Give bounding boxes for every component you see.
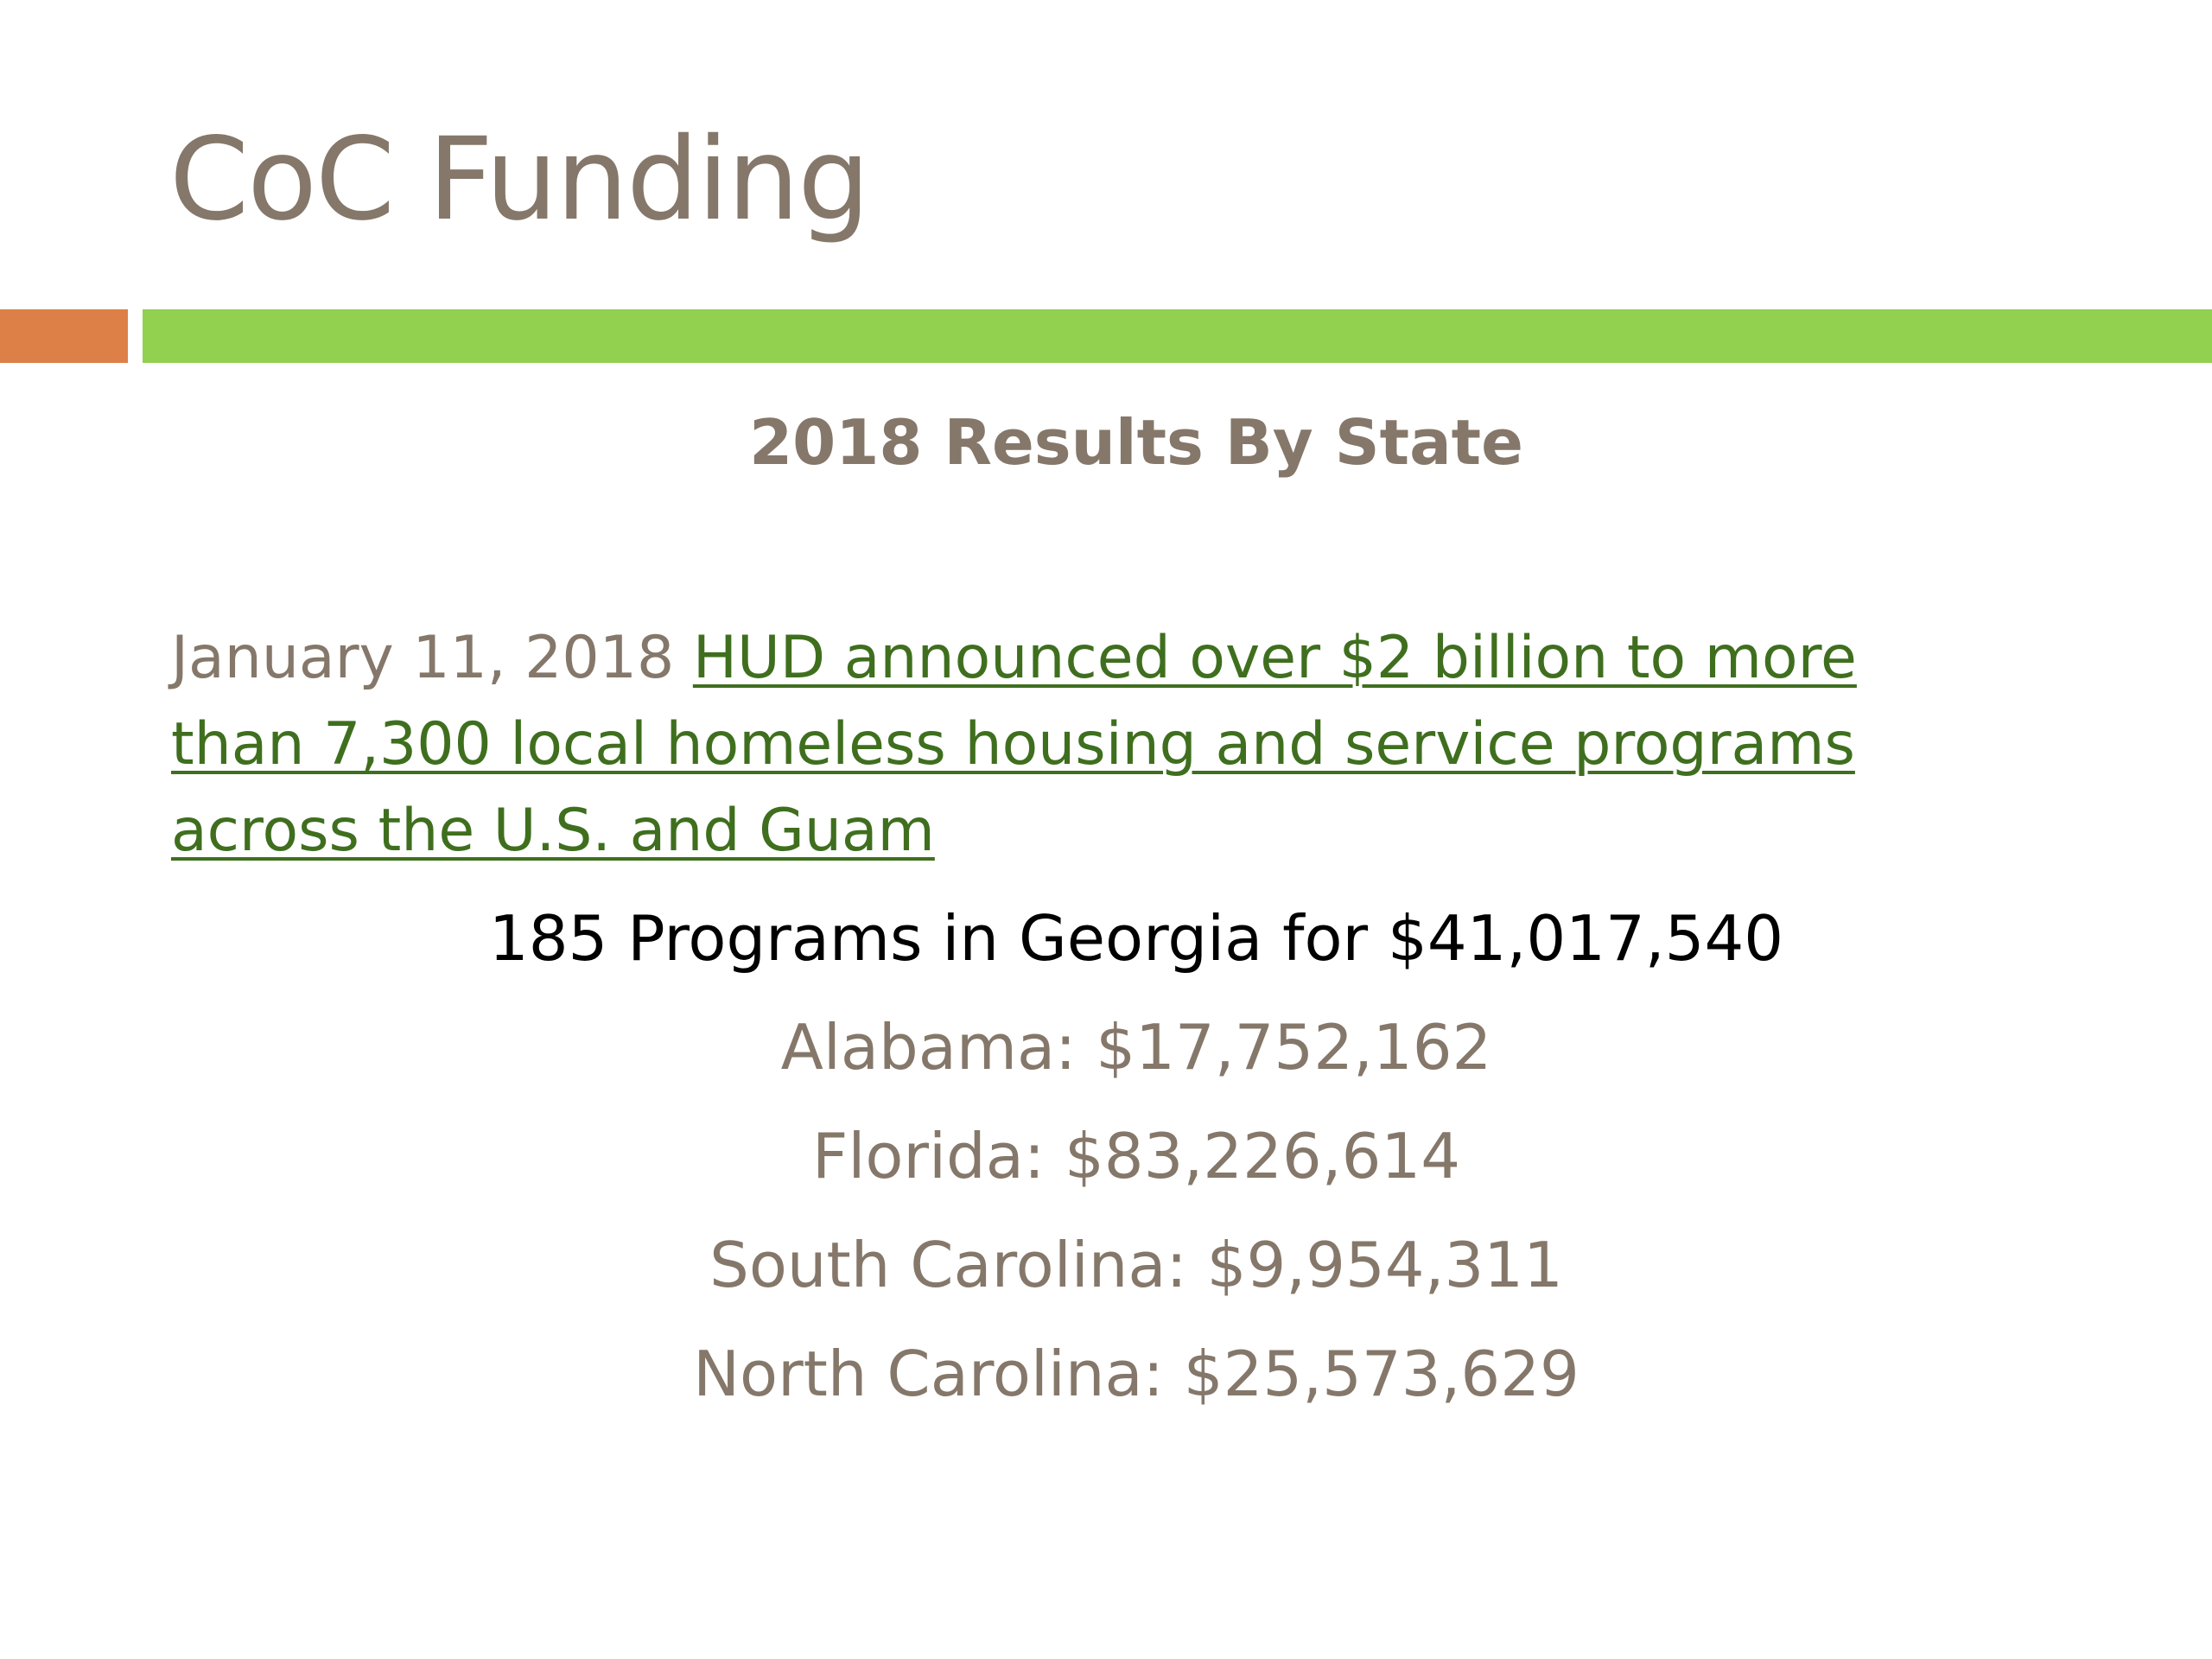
accent-bar-green	[143, 309, 2212, 363]
intro-paragraph	[171, 615, 2089, 874]
state-funding-south-carolina: South Carolina: $9,954,311	[709, 1229, 1563, 1301]
hud-announcement-link-part-2[interactable]: than 7,300 local homeless housing and service programs	[171, 710, 1855, 779]
state-funding-alabama: Alabama: $17,752,162	[780, 1011, 1492, 1084]
intro-line-1	[171, 615, 2089, 702]
intro-line-2	[171, 702, 2089, 788]
slide-subtitle: 2018 Results By State	[749, 406, 1523, 479]
accent-bar-orange	[0, 309, 128, 363]
hud-announcement-link-part-1[interactable]: HUD announced over $2 billion to more	[692, 624, 1857, 692]
state-funding-north-carolina: North Carolina: $25,573,629	[693, 1338, 1580, 1410]
georgia-programs: 185 Programs in Georgia for $41,017,540	[488, 902, 1784, 975]
intro-line-3	[171, 788, 2089, 874]
hud-announcement-link-part-3[interactable]: across the U.S. and Guam	[171, 797, 935, 865]
state-funding-florida: Florida: $83,226,614	[811, 1120, 1461, 1192]
announcement-date: January 11, 2018	[171, 624, 675, 692]
slide-title: CoC Funding	[169, 113, 868, 246]
